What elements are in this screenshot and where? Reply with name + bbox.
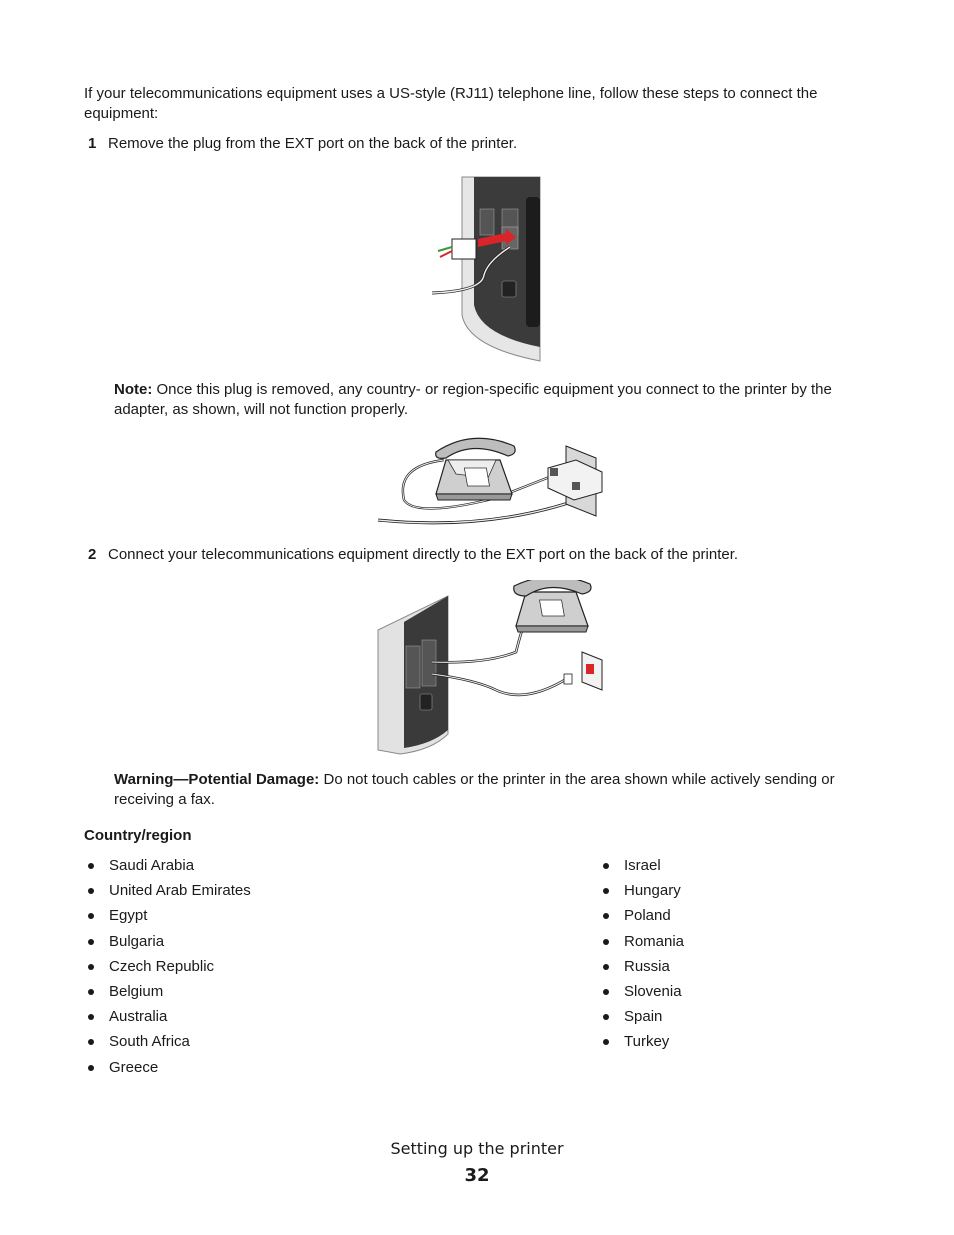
- step-text: Remove the plug from the EXT port on the back of the printer.: [108, 135, 518, 152]
- country-list-left: [84, 856, 504, 1083]
- list-item: Israel: [599, 856, 899, 881]
- step-2: [88, 545, 888, 565]
- list-item: Poland: [599, 906, 899, 931]
- list-item: Belgium: [84, 982, 504, 1007]
- warning-label: Warning—Potential Damage:: [114, 771, 320, 788]
- intro-paragraph: If your telecommunications equipment uses a US-style (RJ11) telephone line, follow these steps to connect the equipment:: [84, 85, 818, 122]
- page-number: 32: [464, 1165, 490, 1186]
- country-list-right: [599, 856, 899, 1058]
- step-text: Connect your telecommunications equipment directly to the EXT port on the back of the printer.: [108, 546, 739, 563]
- list-item: South Africa: [84, 1032, 504, 1057]
- list-item: Turkey: [599, 1032, 899, 1057]
- list-item: Czech Republic: [84, 957, 504, 982]
- list-item: Bulgaria: [84, 932, 504, 957]
- list-item: Romania: [599, 932, 899, 957]
- printer-telephone-connection-illustration: [376, 580, 608, 756]
- list-item: Saudi Arabia: [84, 856, 504, 881]
- list-item: Russia: [599, 957, 899, 982]
- footer-section-title: Setting up the printer: [390, 1139, 564, 1158]
- step-1: [88, 134, 888, 154]
- warning-paragraph: [114, 770, 884, 810]
- note-text: Once this plug is removed, any country- or region-specific equipment you connect to the printer by the adapter, as shown, will not function properly.: [114, 381, 832, 418]
- list-item: Australia: [84, 1007, 504, 1032]
- telephone-adapter-illustration: [376, 432, 606, 532]
- note-paragraph: [114, 380, 884, 420]
- step-number: 2: [88, 546, 97, 563]
- country-region-heading: Country/region: [84, 827, 192, 844]
- list-item: Slovenia: [599, 982, 899, 1007]
- list-item: Hungary: [599, 881, 899, 906]
- printer-ext-port-illustration: [428, 175, 546, 365]
- step-number: 1: [88, 135, 97, 152]
- list-item: Greece: [84, 1058, 504, 1083]
- warning-text: Do not touch cables or the printer in the area shown while actively sending or receiving a fax.: [114, 771, 835, 808]
- list-item: United Arab Emirates: [84, 881, 504, 906]
- list-item: Spain: [599, 1007, 899, 1032]
- list-item: Egypt: [84, 906, 504, 931]
- note-label: Note:: [114, 381, 153, 398]
